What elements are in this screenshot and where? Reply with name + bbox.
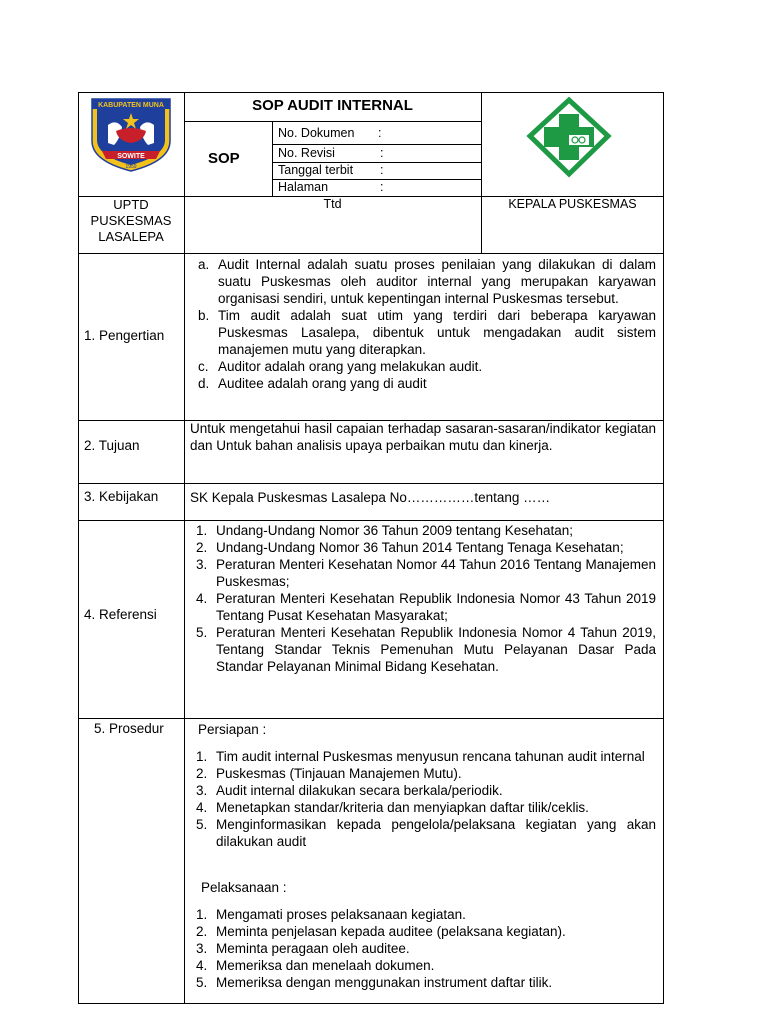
persiapan-title: Persiapan : bbox=[198, 722, 267, 737]
list-marker: d. bbox=[198, 376, 210, 391]
sop-field-divider bbox=[272, 121, 273, 196]
tujuan-text: Untuk mengetahui hasil capaian terhadap sasaran-sasaran/indikator kegiatan dan Untuk bahan analisis upaya perbaikan mutu dan kinerja. bbox=[190, 421, 656, 453]
field-label-no-revisi: No. Revisi bbox=[278, 146, 335, 160]
column-divider-right bbox=[481, 92, 482, 253]
document-title: SOP AUDIT INTERNAL bbox=[252, 97, 413, 114]
list-marker: 4. bbox=[196, 800, 208, 815]
list-item bbox=[184, 957, 656, 974]
field-sep: : bbox=[380, 180, 384, 194]
list-item bbox=[184, 923, 656, 940]
logo-top-text: KABUPATEN MUNA bbox=[98, 102, 164, 109]
list-text: Undang-Undang Nomor 36 Tahun 2014 Tentang Tenaga Kesehatan; bbox=[216, 540, 624, 555]
list-item bbox=[186, 375, 656, 392]
list-text: Memeriksa dengan menggunakan instrument daftar tilik. bbox=[216, 975, 553, 990]
list-marker: 5. bbox=[196, 817, 208, 832]
list-marker: 2. bbox=[196, 540, 208, 555]
list-item bbox=[184, 799, 656, 816]
section-label-tujuan: 2. Tujuan bbox=[84, 438, 140, 453]
field-sep: : bbox=[378, 126, 382, 140]
field-sep: : bbox=[380, 163, 384, 177]
row-divider-4 bbox=[78, 520, 664, 521]
kabupaten-muna-logo bbox=[86, 95, 176, 173]
list-marker: 3. bbox=[196, 783, 208, 798]
section-label-prosedur: 5. Prosedur bbox=[94, 721, 164, 736]
section-label-kebijakan: 3. Kebijakan bbox=[84, 489, 159, 504]
list-text: Tim audit adalah suat utim yang terdiri dari beberapa karyawan Puskesmas Lasalepa, dibentuk untuk mengadakan audit sistem manajemen mutu yang diterapkan. bbox=[218, 308, 656, 357]
field-label-halaman: Halaman bbox=[278, 180, 329, 194]
list-text: Auditee adalah orang yang di audit bbox=[218, 376, 427, 391]
list-marker: 4. bbox=[196, 591, 208, 606]
list-text: Menginformasikan kepada pengelola/pelaksana kegiatan yang akan dilakukan audit bbox=[216, 817, 656, 849]
pelaksanaan-list bbox=[184, 906, 656, 991]
kebijakan-text: SK Kepala Puskesmas Lasalepa No……………tentang …… bbox=[190, 490, 551, 505]
list-item bbox=[184, 624, 656, 675]
section-label-referensi: 4. Referensi bbox=[84, 607, 157, 622]
unit-name bbox=[78, 197, 184, 245]
list-text: Puskesmas (Tinjauan Manajemen Mutu). bbox=[216, 766, 462, 781]
sop-label: SOP bbox=[208, 150, 240, 167]
list-item bbox=[186, 256, 656, 307]
list-item bbox=[184, 590, 656, 624]
list-marker: 2. bbox=[196, 924, 208, 939]
list-item bbox=[184, 556, 656, 590]
list-text: Meminta peragaan oleh auditee. bbox=[216, 941, 410, 956]
pelaksanaan-title: Pelaksanaan : bbox=[201, 880, 287, 895]
puskesmas-logo bbox=[526, 96, 612, 178]
list-marker: 5. bbox=[196, 625, 208, 640]
list-marker: 3. bbox=[196, 557, 208, 572]
list-item bbox=[184, 765, 656, 782]
list-marker: 1. bbox=[196, 523, 208, 538]
list-text: Audit internal dilakukan secara berkala/periodik. bbox=[216, 783, 503, 798]
row-divider-3 bbox=[78, 483, 664, 484]
list-marker: 1. bbox=[196, 907, 208, 922]
logo-year-text: 1959 bbox=[125, 164, 137, 170]
field-sep: : bbox=[380, 146, 384, 160]
list-item bbox=[184, 539, 656, 556]
list-item bbox=[186, 358, 656, 375]
referensi-list bbox=[184, 522, 656, 675]
list-text: Undang-Undang Nomor 36 Tahun 2009 tentang Kesehatan; bbox=[216, 523, 574, 538]
list-item bbox=[184, 782, 656, 799]
list-marker: 1. bbox=[196, 749, 208, 764]
unit-line: LASALEPA bbox=[98, 229, 164, 244]
list-marker: 3. bbox=[196, 941, 208, 956]
list-item bbox=[184, 974, 656, 991]
list-item bbox=[184, 522, 656, 539]
list-item bbox=[186, 307, 656, 358]
list-text: Peraturan Menteri Kesehatan Republik Indonesia Nomor 4 Tahun 2019, Tentang Standar Teknis Pemenuhan Mutu Pelayanan Dasar Pada Standar Pelayanan Minimal Bidang Kesehatan. bbox=[216, 625, 656, 674]
list-text: Meminta penjelasan kepada auditee (pelaksana kegiatan). bbox=[216, 924, 566, 939]
list-marker: a. bbox=[198, 257, 210, 272]
list-marker: c. bbox=[198, 359, 209, 374]
list-text: Peraturan Menteri Kesehatan Nomor 44 Tahun 2016 Tentang Manajemen Puskesmas; bbox=[216, 557, 656, 589]
list-marker: 5. bbox=[196, 975, 208, 990]
kepala-puskesmas-title: KEPALA PUSKESMAS bbox=[508, 197, 637, 211]
signature-text: Ttd bbox=[323, 197, 342, 211]
list-text: Auditor adalah orang yang melakukan audit. bbox=[218, 359, 483, 374]
unit-line: UPTD bbox=[113, 197, 149, 212]
list-text: Menetapkan standar/kriteria dan menyiapkan daftar tilik/ceklis. bbox=[216, 800, 589, 815]
persiapan-list bbox=[184, 748, 656, 850]
list-text: Peraturan Menteri Kesehatan Republik Indonesia Nomor 43 Tahun 2019 Tentang Pusat Kesehatan Masyarakat; bbox=[216, 591, 656, 623]
field-label-tanggal-terbit: Tanggal terbit bbox=[278, 163, 354, 177]
list-text: Mengamati proses pelaksanaan kegiatan. bbox=[216, 907, 466, 922]
unit-line: PUSKESMAS bbox=[90, 213, 172, 228]
row-divider-1 bbox=[78, 253, 664, 254]
list-item bbox=[184, 906, 656, 923]
list-marker: 4. bbox=[196, 958, 208, 973]
title-divider bbox=[184, 121, 481, 122]
section-label-pengertian: 1. Pengertian bbox=[84, 328, 165, 343]
list-text: Memeriksa dan menelaah dokumen. bbox=[216, 958, 435, 973]
list-text: Tim audit internal Puskesmas menyusun rencana tahunan audit internal bbox=[216, 749, 645, 764]
list-marker: 2. bbox=[196, 766, 208, 781]
list-text: Audit Internal adalah suatu proses penilaian yang dilakukan di dalam suatu Puskesmas oleh auditor internal yang merupakan karyawan organisasi sendiri, untuk kepentingan internal Puskesmas tersebut. bbox=[218, 257, 656, 306]
logo-banner-text: SOWITE bbox=[117, 153, 145, 160]
list-marker: b. bbox=[198, 308, 210, 323]
list-item bbox=[184, 816, 656, 850]
list-item bbox=[184, 748, 656, 765]
list-item bbox=[184, 940, 656, 957]
pengertian-list bbox=[186, 256, 656, 392]
row-divider-5 bbox=[78, 718, 664, 719]
field-label-no-dokumen: No. Dokumen bbox=[278, 126, 355, 140]
